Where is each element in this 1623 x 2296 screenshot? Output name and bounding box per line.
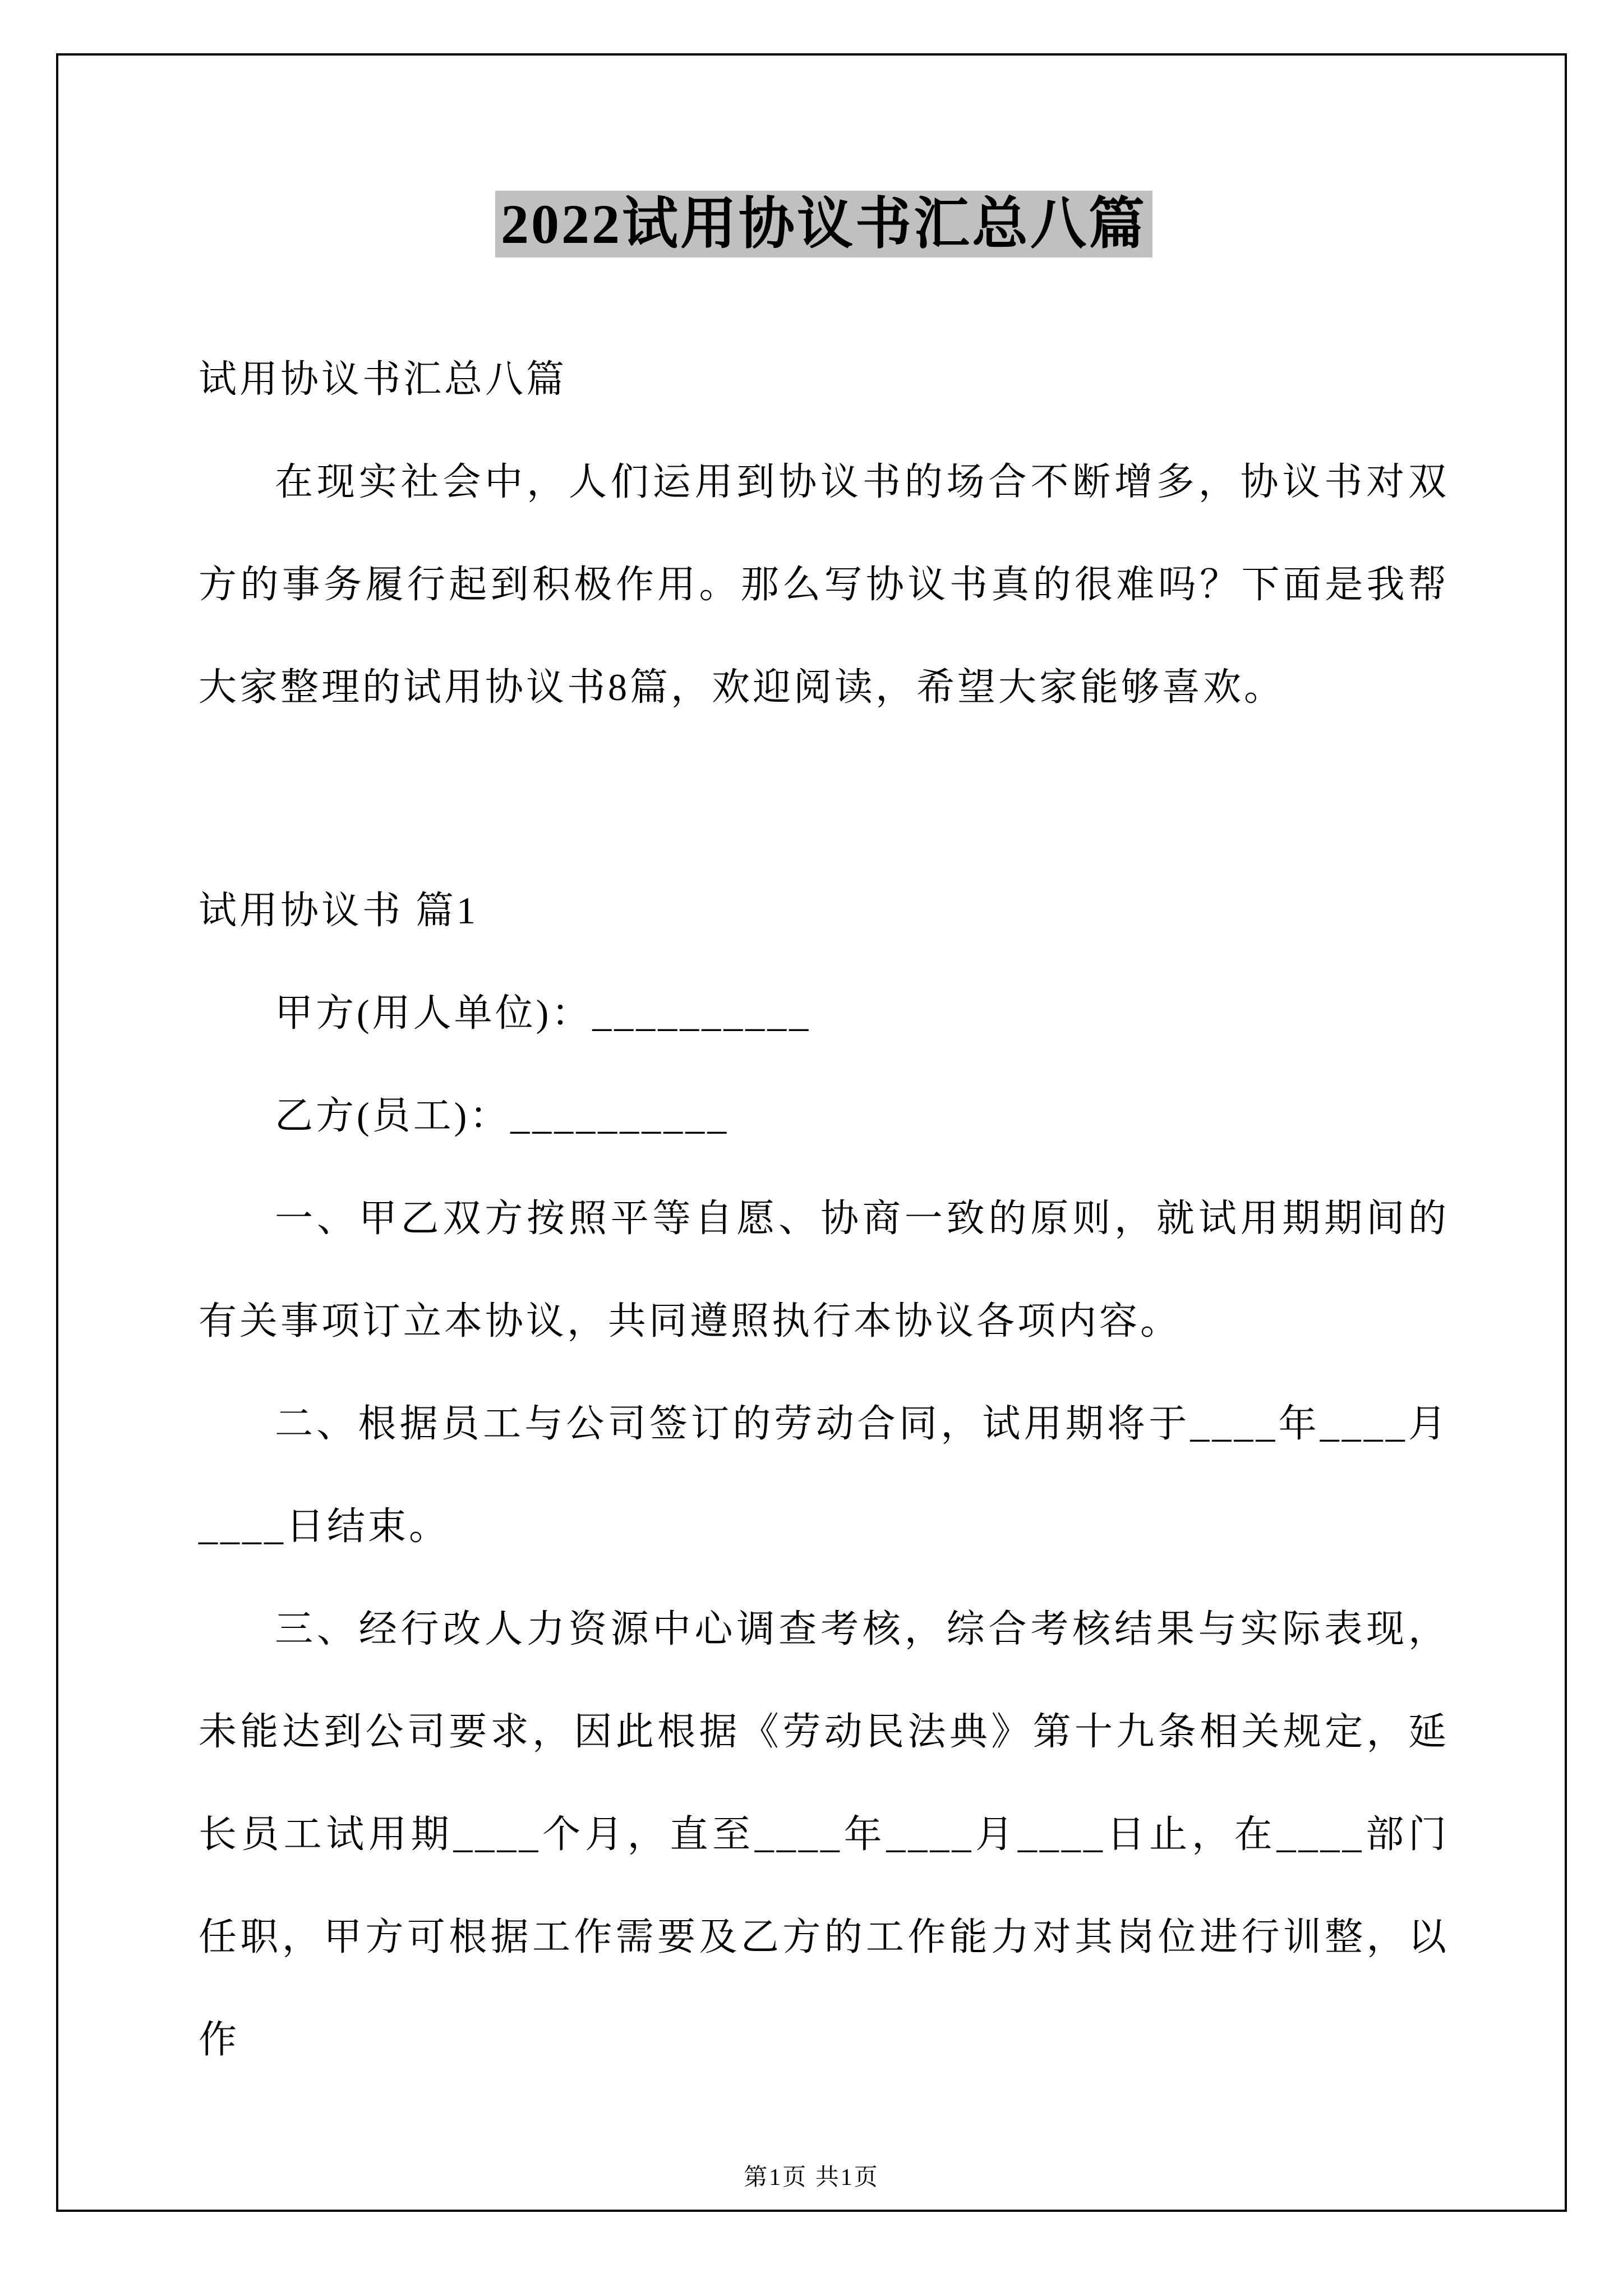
paragraph: 在现实社会中，人们运用到协议书的场合不断增多，协议书对双方的事务履行起到积极作用。那么写协议书真的很难吗？下面是我帮大家整理的试用协议书8篇，欢迎阅读，希望大家能够喜欢。 [199, 461, 1449, 708]
document-title-text: 2022试用协议书汇总八篇 [495, 191, 1152, 257]
paragraph: 甲方(用人单位)：__________ [275, 992, 811, 1034]
paragraph: 试用协议书 篇1 [199, 889, 479, 932]
paragraph: 乙方(员工)：__________ [275, 1094, 730, 1137]
paragraph: 二、根据员工与公司签订的劳动合同，试用期将于____年____月____日结束。 [199, 1402, 1449, 1548]
document-body [199, 328, 1449, 2091]
document-content [199, 185, 1449, 2091]
document-title [199, 185, 1449, 264]
page-footer [0, 2159, 1623, 2192]
paragraph: 三、经行改人力资源中心调查考核，综合考核结果与实际表现，未能达到公司要求，因此根据《劳动民法典》第十九条相关规定，延长员工试用期____个月，直至____年____月____日止，在____部门任职，甲方可根据工作需要及乙方的工作能力对其岗位进行训整，以作 [199, 1608, 1449, 2061]
paragraph: 试用协议书汇总八篇 [199, 358, 568, 401]
page-number-text: 第1页 共1页 [744, 2165, 879, 2191]
paragraph: 一、甲乙双方按照平等自愿、协商一致的原则，就试用期期间的有关事项订立本协议，共同遵照执行本协议各项内容。 [199, 1197, 1449, 1342]
